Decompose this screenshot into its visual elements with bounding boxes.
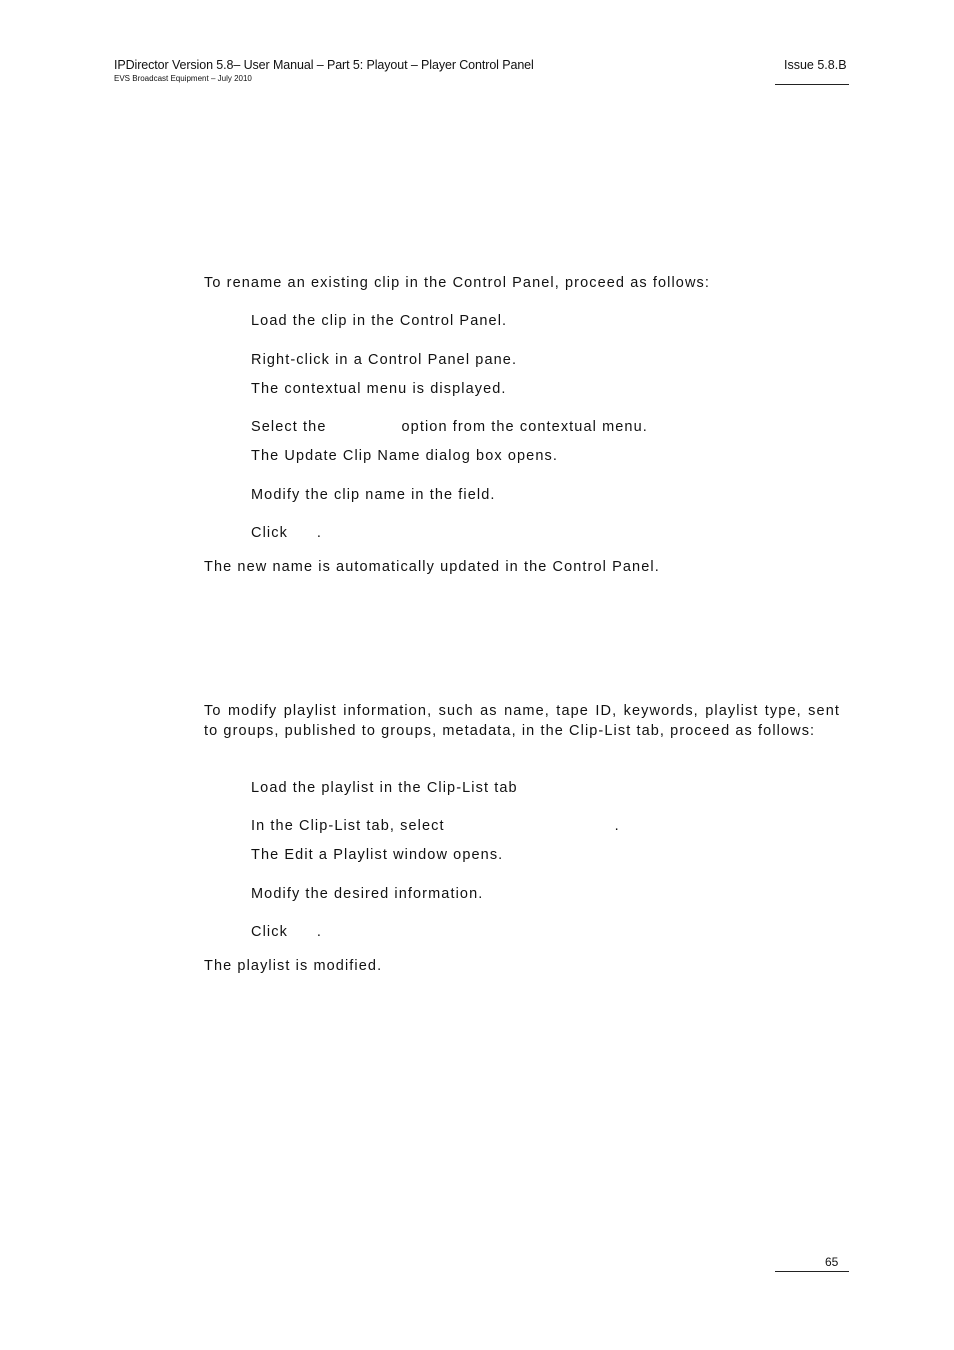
- rename-step-5: [251, 525, 322, 541]
- header-subtitle: EVS Broadcast Equipment – July 2010: [114, 74, 252, 83]
- playlist-step-2: [251, 818, 620, 834]
- header-issue: Issue 5.8.B: [784, 58, 847, 72]
- playlist-step-4-before: Click: [251, 924, 288, 940]
- playlist-step-4-after: .: [316, 924, 323, 940]
- footer-rule: [775, 1271, 849, 1272]
- playlist-step-3: Modify the desired information.: [251, 886, 484, 902]
- playlist-step-2-result: The Edit a Playlist window opens.: [251, 847, 504, 863]
- rename-step-3-after: option from the contextual menu.: [401, 419, 648, 435]
- rename-step-3-before: Select the: [251, 419, 327, 435]
- header-title: IPDirector Version 5.8– User Manual – Part 5: Playout – Player Control Panel: [114, 58, 534, 72]
- rename-intro: To rename an existing clip in the Control Panel, proceed as follows:: [204, 275, 711, 291]
- playlist-step-4: [251, 924, 322, 940]
- playlist-step-2-before: In the Clip-List tab, select: [251, 818, 445, 834]
- playlist-step-2-after: .: [614, 818, 620, 834]
- rename-step-3-result: The Update Clip Name dialog box opens.: [251, 448, 558, 464]
- rename-step-2-result: The contextual menu is displayed.: [251, 381, 507, 397]
- rename-step-2: Right-click in a Control Panel pane.: [251, 352, 518, 368]
- rename-step-4: Modify the clip name in the field.: [251, 487, 496, 503]
- page-number: 65: [825, 1255, 839, 1269]
- playlist-intro: To modify playlist information, such as name, tape ID, keywords, playlist type, sent to groups, published to groups, metadata, in the Clip-List tab, proceed as follows:: [204, 703, 840, 739]
- header-rule: [775, 84, 849, 85]
- rename-step-1: Load the clip in the Control Panel.: [251, 313, 508, 329]
- playlist-outcome: The playlist is modified.: [204, 958, 383, 974]
- rename-step-3: [251, 419, 648, 435]
- playlist-step-1: Load the playlist in the Clip-List tab: [251, 780, 518, 796]
- rename-outcome: The new name is automatically updated in the Control Panel.: [204, 559, 660, 575]
- rename-step-5-after: .: [316, 525, 323, 541]
- rename-step-5-before: Click: [251, 525, 288, 541]
